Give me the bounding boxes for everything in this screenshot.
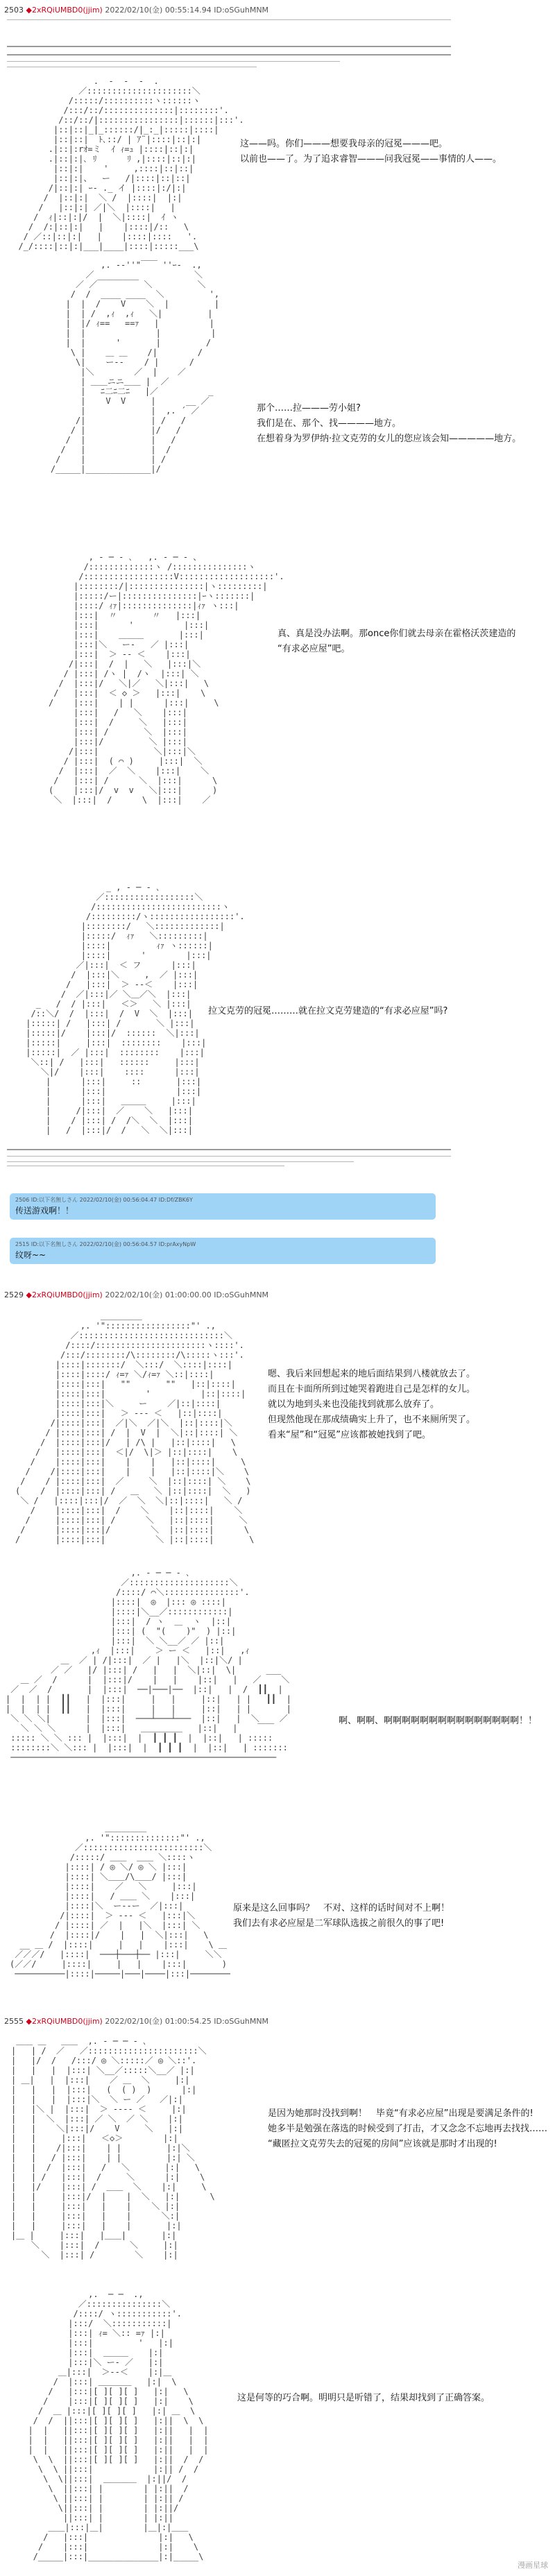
poster-tripcode: ◆2xRQiUMBD0(jjim) — [26, 1290, 103, 1299]
dialog-line: 以前也——了。为了追求睿智———问我冠冕——事情的人——。 — [240, 154, 502, 164]
dialog-line: “藏匿拉文克劳失去的冠冕的房间”应该就是那时才出现的! — [268, 2139, 497, 2149]
reply-text: 传送游戏啊！！ — [15, 1206, 74, 1216]
dialog-box — [233, 1901, 450, 1931]
ascii-art-figure: _ , ‐ ─ ‐ ､ ／::::::::::::::::::＼ /:::::::::::::::::::::::::ヽ /:::::::::/ヽ:::::::::::::::::'. |::::::::/ ＼:::::::::::::| |:::::/ ｨｧ ＼:::::::::| |::::| ｨｧ ヽ::::::| |::::| ' |:::| ／|:::| ＜ フ |:::| / |:::|＼ , ／ |:::| / |:::| ＞ --＜ |:::| / ／|:::|／ ＼＿／＼ |:::| _ / / |:::| ＜＞ ＼ |:::| /::＼/ / |:::| / V ＼ |:::| |:::::| / |:::| / ＼ |:::| |:::::|/ |:::|/ :::::: ＼|:::| |:::::| |:::| :::::::: |:::| |:::::| ／ |:::| :::::::: |:::| ＼::| / |:::| :::::: |:::| ＼|/ |:::| :::: |:::| | |:::| :: |:::| | |:::| |:::| | |:::| ＿＿＿ |:::| | /|:::| ／ ＼ |:::| | / |:::| / /＼ ＼ |:::| | / |:::|/ / ＼ ＼|:::| — [26, 882, 245, 1135]
dialog-line: 而且在卡面所所到过她哭着跑进自己是怎样的女儿。 — [268, 1384, 476, 1394]
separator — [7, 54, 451, 56]
poster-tripcode: ◆2xRQiUMBD0(jjim) — [26, 2017, 103, 2026]
separator — [7, 1161, 354, 1162]
dialog-box — [240, 137, 502, 167]
post-meta: 2022/02/10(金) 01:00:54.25 ID:oSGuhMNM — [105, 2017, 269, 2026]
dialog-line: 看来“屋”和“冠冕”应该都被她找到了吧。 — [268, 1430, 431, 1440]
dialog-box — [339, 1714, 537, 1729]
dialog-line: 真、真是没办法啊。那once你们就去母亲在霍格沃茨建造的 — [278, 629, 516, 639]
site-watermark: 漫画星球 — [518, 2561, 548, 2570]
post-meta: 2022/02/10(金) 00:55:14.94 ID:oSGuhMNM — [105, 6, 269, 15]
dialog-line: 原来是这么回事吗？ 不对、这样的话时间对不上啊！ — [233, 1903, 450, 1913]
separator — [7, 46, 451, 47]
dialog-line: 我们是在、那个、找————地方。 — [257, 418, 402, 429]
ascii-art-figure: ＿＿ ＿ ＿＿ ,. ‐ ─ ─ ‐ ､ | | / ／ ／::::::::::::::::::::::＼ | |/ / /:::/ ◎ ＼:::::／ ◎ ＼::'. | | | |:::| ＼__／:::::＼__／ |:| | ＿| | |:::| ／ ＿ ＼ |:| | | | |:::| ( ( ) ) |:| | | | |:::|＼ ＼ ー ／ ／|:| | |＼ | |:::| ＞ ---- ＜ |:| | | ＼ |:::| ／ ＼ ／ ＼ |:| | | ＼|:::|/ V ＼ |:| | | |:::| ＜◇＞ |:| | | /|:::| | | |:|＼ | | / |:::| | | |:| ＼ | | / |:::| / ＼ |:| \ | | / |:::| / ＼ |:| \ | |/ |:::| / ＿＿ ＼ |:| \ | | |:::|/ | | ＼ |:| \ | | |:::| | | ＼ |:| | | |:::| | | ＼:| | | |:::| | | |:| |＿ | |:::| |＿＿| |:| ＼ |:::| / ＼ |:| ＼ |:::| / ＼ |:| — [11, 2036, 215, 2260]
post-number[interactable]: 2529 — [4, 1290, 24, 1299]
separator — [7, 61, 340, 62]
dialog-line: 那个……拉———劳小姐? — [257, 403, 361, 413]
ascii-art-figure: ＿＿＿＿＿ ,. '":::::::::::::::::"' ., ／:::::::::::::::::::::::::::::＼ /::::/::::::::::::::::::::::ヽ::::'. /:::/::::::::/\::::::::/\:::::ヽ:::'. |::::|:::::::/ ＼:::/ ＼::::|::::| |::::|::::/ ｨ=ｧ ＼/ｨ=ｧ ＼::|::::| |::::|:::| "" "" |::|::::| |::::|:::| ' |::|::::| |::::|:::|＼ ー ／|::|::::| |::::|:::| ＞ --- ＜ |::|::::| /|::::|:::| ／|＼ ／|＼ |::|::::|＼ / |::::|:::| / | V | ＼|::|::::| ＼ / |::::|:::|/ | /\ | |::|::::| \ / |::::|:::| ＜|/ \|＞ |::|::::| \ / |::::|:::| | | |::|::::| \ / /|::::|:::| | | |::|::::|＼ \ / / |::::|:::| ／ ＼ |::|::::| ＼ \ ( / |::::|:::| / ＿ ＼ |::|::::| ＼ ) ＼ / |::::|:::|/ ／ ＼ ＼|::|::::| ＼ / / |::::|:::| / ＼ |::|::::| ＼ / |::::|:::| / ＼ |::|::::| ＼ / |::::|:::|/ ＼ |::|::::| \ / |::::|:::| ＼ |::|::::| \ — [15, 1311, 255, 1544]
post-header-2503 — [4, 6, 268, 15]
reply-text: 纹呀~~ — [15, 1250, 46, 1260]
dialog-line: 啊、啊啊、啊啊啊啊啊啊啊啊啊啊啊啊啊啊啊！！ — [339, 1716, 538, 1726]
dialog-line: 这——吗。你们———想要我母亲的冠冕———吧。 — [240, 139, 448, 149]
dialog-line: 是因为她那时没找到啊！ 毕竟“有求必应屋”出现是要满足条件的! — [268, 2108, 533, 2119]
ascii-art-figure: ,. -‐''"￣￣ ''ｰ- ., ／ ＼ ／ ／￣￣￣￣￣ ＼ ＼ / / ____ ____ ＼ ', | | / V ＼ | | | | / ,ｨ ,ｨ ＼| | | |/ ｨ== ==ｧ | | | | | | | | ' | / \ | ＿ ＿ /| / \| ー-‐ / | / |＼ ／ | ／ | ＿＿ニニ＿＿ | ／ | ﾆ二ﾆ二ﾆ |／ _ | V V | __ ／ | | ,. ´ ／ /| | / / / | |/ / / | | / / | | / / | | / /_____|_____________|/ — [50, 260, 220, 474]
ascii-art-figure: ,. ─ ─ ., ／:::::::::::::::＼ /::::/ ヽ:::::::::::'. |:::/ ＼:::::::::::| |:::| ｨ= ＼:: =ｧ |:| |:::| ' |:| |:::| ＿＿＿ |:| |:::|＼ ー‐ ／ |:| ＿|:::| ＞--＜ |:|＿ / |:::| ＿＿＿＿ |:| \ / |:::|[ ][ ][ ] |:| \ / |:::|[ ][ ][ ] |:| \ / ＿ |:::|[ ][ ][ ] |:| ＿ \ / / ||:::|[ ][ ][ ] |:|| \ \ | | ||:::|[ ][ ][ ] |:|| | | | | ||:::|[ ][ ][ ] |:|| | | | | ||:::|[ ][ ][ ] |:|| | | \ \ ||:::|[ ][ ][ ] |:|| / / \ \ ||:::| |:|| / / \ \||:::| ＿＿＿＿ |:||/ / \ ||:::| | | |:|| / \ ||:::| | | |:|| / \||:::| | | |:||/ ||:::| | | |:|| ＿＿|:::|＿| |＿|:|＿＿ / |:::| |:| \ / |:::| |:| \ /_____|:::|______________|:|_____\ — [28, 2289, 209, 2561]
reply-meta[interactable]: 2506 ID:以下名無しさん 2022/02/10(金) 00:56:04.47 ID:Df/ZBK6Y — [15, 1197, 193, 1203]
ascii-art-figure: , ‐ ─ ‐ ､ ,. ‐ ─ ‐ 、 /:::::::::::::ヽ /:::::::::::::::ヽ /::::::::::::::::::V:::::::::::::::::::'. |::::::::/|:::::::::::::::|ヽ:::::::::| |:::::/ー|:::::::::::::::|ｰヽ:::::::| |::::/ ｨｧ|::::::::::::::|ｨｧ ヽ:::| |:::| 〃 〃 |:::| |:::| ' |:::| |:::| ＿＿＿ |:::| |:::|＼ ー‐ ／ |:::| |:::| ＞ -- ＜ |:::| /|:::| / | ＼ |:::|＼ / |:::| /ヽ | /ヽ |:::| ＼ / |:::|/ ＼|／ ＼|:::| \ / |:::| ＜ ◇ ＞ |:::| \ / |:::| | | |:::| \ |:::| / ＼ |:::| |:::| / ＼ |:::| |:::| / ＼ |:::| |:::|/ ＼ |:::| /|:::| ＼|:::|＼ / |:::| ( ⌒ ) |:::| ＼ / |:::| ／ ＼ |:::| ＼ / |:::| / ＼ |:::| \ ( |:::|/ v v ＼|:::| ) ＼ |:::| / \ |:::| ／ — [49, 552, 284, 805]
reply-box — [10, 1238, 436, 1264]
dialog-line: 这是何等的巧合啊。明明只是听错了，结果却找到了正确答案。 — [237, 2393, 490, 2403]
post-number[interactable]: 2555 — [4, 2017, 24, 2026]
dialog-line: 就以为地到头来也没能找到就那么放弃了。 — [268, 1399, 440, 1410]
dialog-line: 拉文克劳的冠冕………就在拉文克劳建造的“有求必应屋”吗? — [208, 1006, 448, 1016]
dialog-line: 在想着身为罗伊纳·拉文克劳的女儿的您应该会知—————地方。 — [257, 434, 522, 444]
dialog-box — [208, 1004, 447, 1019]
header-rule — [7, 19, 451, 20]
separator — [7, 1156, 451, 1157]
post-header-2529 — [4, 1290, 268, 1300]
dialog-line: 但现然他现在那成绩确实上升了，也不来厕所哭了。 — [268, 1415, 476, 1425]
dialog-line: 我们去有求必应屋是二军球队选拔之前很久的事了吧! — [233, 1918, 445, 1929]
dialog-box — [237, 2391, 490, 2406]
post-header-2555 — [4, 2017, 268, 2027]
ascii-art-figure: ,. ‐ ─ ─ ‐ ､ ／::::::::::::::::::::＼ /::::/ ⌒＼:::::::::::::::'. |::::| ◎ |::: ◎ ::::| |::::|＼__／::::::::::::| |:::| / ヽ ＿ ヽ |::| |:::| ( "( )" ) |::| |:::| ＼ ＼__／ ／ |::| ,ｨ |:::| ＞ ー ＜ |::| ,ｨ ＿ ／ | /|:::| ／ | |＼ |::|＼/ | ／ ／ |/ |:::| / | | ＼|::| \| ___ ＿ ／ / | |:::|/ | | |::| | ／ ＼ ／ ／ / | |:::| ──|───|── |::| | / ┃┃ | | | | | ┃┃ | |:::| | | |::| | | ┃┃ | | | | | ┃┃ | |:::| | | |::| | | | ＼ ＼ ＼| | |:::| ───┴───┴─── |::| | ＼ ／ ＼ ＼ ＼ | |:::| ＿＿＿＿＿ |::| | ￣￣ ::::: ＼ ＼ ::: | |:::| | ┃ ┃ ┃ | |::| | ::::: ::::::::＼ ＼::: | |:::| | ┃ ┃ ┃ | |::| | ::::::: ───────────────────────────────────────────────────── — [6, 1568, 291, 1762]
poster-tripcode: ◆2xRQiUMBD0(jjim) — [26, 6, 103, 15]
dialog-box — [268, 1367, 475, 1443]
dialog-box — [257, 401, 521, 447]
post-meta: 2022/02/10(金) 01:00:00.00 ID:oSGuhMNM — [105, 1290, 269, 1299]
dialog-box — [268, 2106, 547, 2152]
reply-box — [10, 1193, 436, 1220]
post-number[interactable]: 2503 — [4, 6, 24, 15]
ascii-art-figure: ＿＿＿＿＿ ,. '"::::::::::::::"' ., ／::::::::::::::::::::::::＼ /:::::/ ＿＿ ＿＿ ＼::::ヽ |::::| / ◎ ＼/ ◎ ＼ |:::| |::::| ＼＿＿/\＿＿/ |:::| |::::| ／ ＼ |:::| |::::| / ＿＿ ＼ |:::| |::::|＼ ー‐‐ー ／|:::| /|::::| ＞ --- ＜ |:::|＼ / |::::| ／ | |＼ |:::| ＼ / |::::|/ | | ＼|:::| \ __ ＿ / |::::| | | |:::| \ ＿ ／／／/ |::::| ───┼───┼── |:::| ＼＼ (／／/ |::::| | | |:::| ) ──────────|::::|─────|───|────|:::|──────── — [10, 1823, 230, 1979]
dialog-box — [278, 626, 515, 657]
reply-meta[interactable]: 2515 ID:以下名無しさん 2022/02/10(金) 00:56:04.57 ID:prAxyNpW — [15, 1241, 196, 1247]
ascii-art-figure: . - ‐ - . ／:::::::::::::::::::::＼ /:::::/::::::::::ヽ::::::ヽ /:::/::/::::::::::::::|::::::::'. /::/::/|::::::::::::::::|::::::|:::'. |::|::|_|_::::::/|_:_|:::::|::::| |::|::| ﾄ､::/ | ｱ¨|::::|::|:| .|::|:rｵ=ミ ｲ ｨ=ｭ |::::|::|:| .|::|:|､ ﾘ ﾘ ,|::::|::|:| |::|:| ' ,::::|::|::| |::|:|、 ー /|::::|::|::| /|::|:| ｰ- ._ イ |::::|:/|:| / |::|:| ＼ / |::::| |:| / |::|:| ／|＼ |::::| | / ｨ|::|:|/ | ＼|::::| ｲ ヽ / /:|::|:| | |::::|/:: \ / ／::|::|:| | |::::|:::: '. /_/::::|::|:|___|____|::::|:::::___\ — [18, 76, 244, 251]
dialog-line: “有求必应屋”吧。 — [278, 644, 350, 654]
dialog-line: 她多半是勉强在落选的时候受到了打击，才又念念不忘地再去找找…… — [268, 2124, 548, 2134]
separator — [7, 1149, 451, 1150]
dialog-line: 嗯、我后来回想起来的地后面结果到八楼就放去了。 — [268, 1369, 476, 1379]
